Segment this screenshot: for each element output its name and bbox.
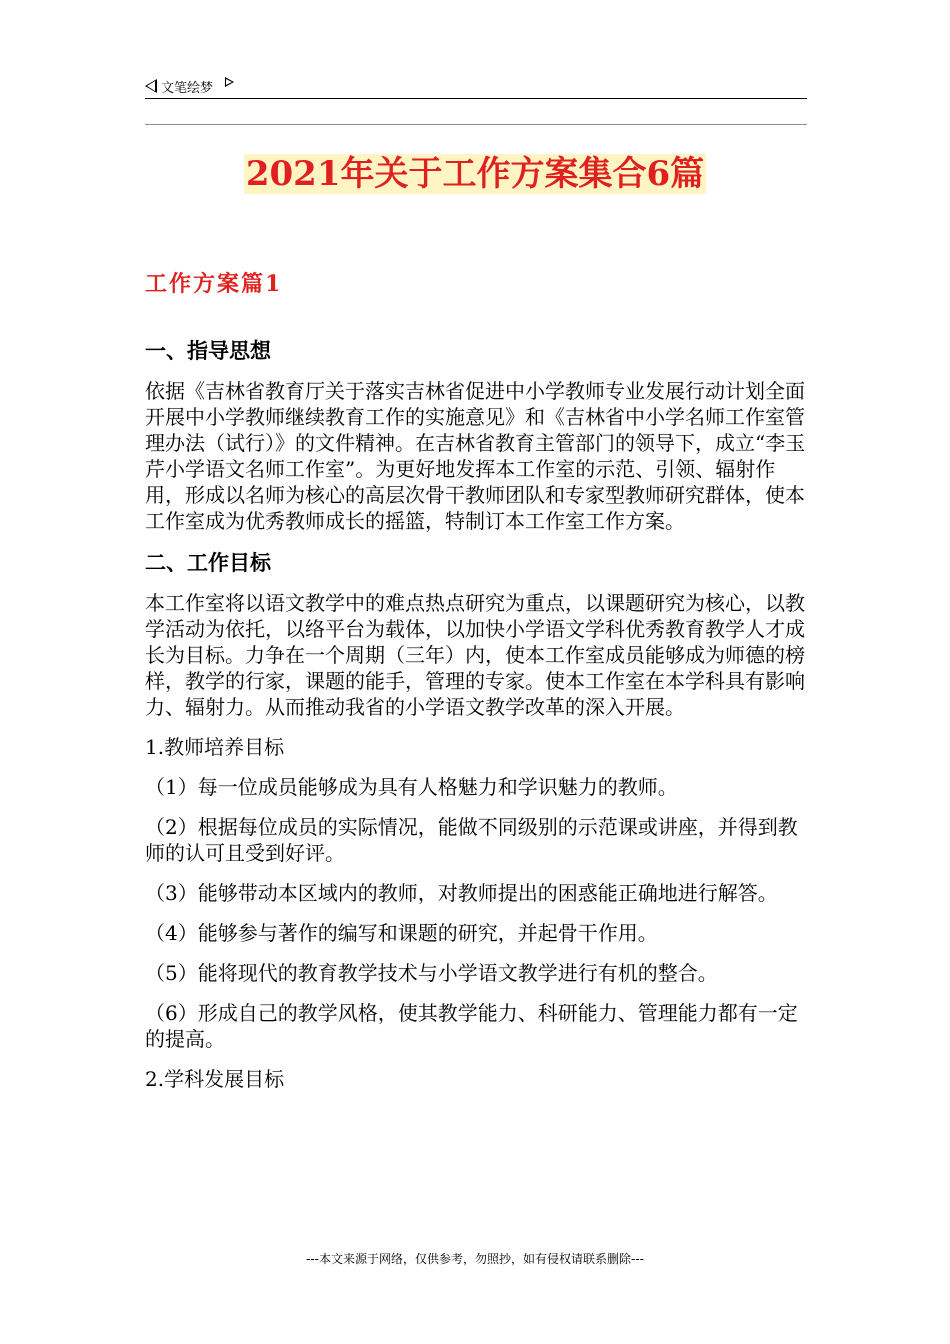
list-item: （1）每一位成员能够成为具有人格魅力和学识魅力的教师。 <box>145 775 678 799</box>
list-item: （6）形成自己的教学风格，使其教学能力、科研能力、管理能力都有一定的提高。 <box>145 1001 798 1051</box>
heading-work-goals: 二、工作目标 <box>145 550 271 575</box>
header-divider <box>145 124 807 125</box>
header-rule <box>145 98 807 99</box>
list-item: （4）能够参与著作的编写和课题的研究，并起骨干作用。 <box>145 921 658 945</box>
list-item: （5）能将现代的教育教学技术与小学语文教学进行有机的整合。 <box>145 961 718 985</box>
list-item: （3）能够带动本区域内的教师，对教师提出的困惑能正确地进行解答。 <box>145 881 778 905</box>
subheading-teacher-training: 1.教师培养目标 <box>145 735 285 759</box>
paragraph-guiding-ideology: 依据《吉林省教育厅关于落实吉林省促进中小学教师专业发展行动计划全面开展中小学教师继续教育工作的实施意见》和《吉林省中小学名师工作室管理办法（试行）》的文件精神。在吉林省教育主管部门的领导下，成立“李玉芹小学语文名师工作室”。为更好地发挥本工作室的示范、引领、辐射作用，形成以名师为核心的高层次骨干教师团队和专家型教师研究群体，使本工作室成为优秀教师成长的摇篮，特制订本工作室工作方案。 <box>145 379 806 533</box>
document-title-text: 2021年关于工作方案集合6篇 <box>245 154 705 194</box>
page-footer: ---本文来源于网络，仅供参考，勿照抄，如有侵权请联系删除--- <box>306 1252 644 1266</box>
triangle-right-icon <box>225 77 234 87</box>
document-title <box>0 152 950 196</box>
heading-guiding-ideology: 一、指导思想 <box>145 338 271 363</box>
document-body <box>145 268 815 1106</box>
page-header <box>145 74 807 98</box>
header-brand: 文笔绘梦 <box>161 80 214 96</box>
triangle-left-icon <box>145 79 157 93</box>
list-item: （2）根据每位成员的实际情况，能做不同级别的示范课或讲座，并得到教师的认可且受到好评。 <box>145 815 798 865</box>
subheading-discipline-development: 2.学科发展目标 <box>145 1067 285 1091</box>
paragraph-work-goals: 本工作室将以语文教学中的难点热点研究为重点，以课题研究为核心，以教学活动为依托，以络平台为载体，以加快小学语文学科优秀教育教学人才成长为目标。力争在一个周期（三年）内，使本工作室成员能够成为师德的榜样，教学的行家，课题的能手，管理的专家。使本工作室在本学科具有影响力、辐射力。从而推动我省的小学语文教学改革的深入开展。 <box>145 591 805 719</box>
section-title: 工作方案篇1 <box>145 271 283 297</box>
